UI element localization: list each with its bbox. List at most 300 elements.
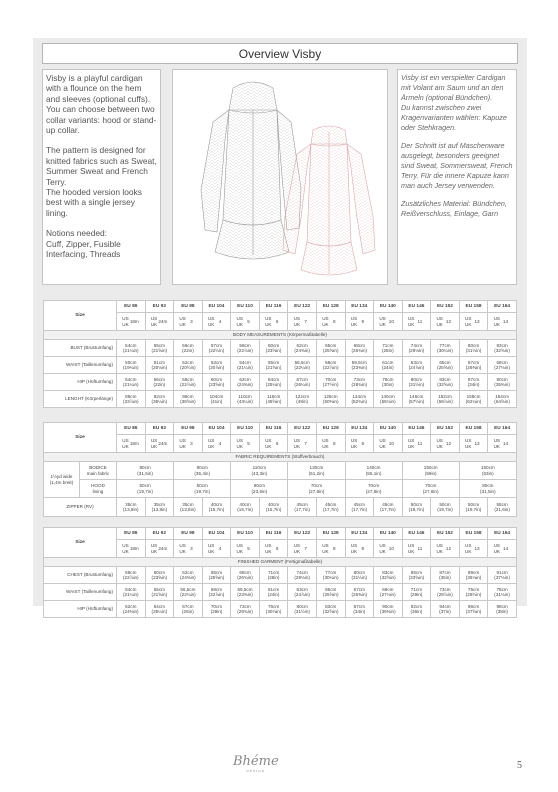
us-uk-value: 4 <box>218 440 222 446</box>
size-eu: EU 110 <box>231 301 260 313</box>
measurement-cell: 55cm (21⅝in) <box>259 357 288 374</box>
us-uk-label: US UK <box>465 543 472 554</box>
measurement-cell: 54cm (21¼in) <box>117 374 146 391</box>
measurement-cell: 80cm (31½in) <box>345 567 374 584</box>
us-uk-label: US UK <box>179 543 186 554</box>
measurement-cell: 122cm (48in) <box>288 391 317 408</box>
measurement-cell: 58cm (22⅞in) <box>117 567 146 584</box>
measurement-cell: 50cm (19,7in) <box>431 498 460 517</box>
body-measurements-table <box>43 300 517 408</box>
size-eu: EU 92 <box>145 301 174 313</box>
section-title: FABRIC REQUIREMENTS (Stoffverbrauch) <box>44 453 517 462</box>
us-uk-value: 3 <box>190 318 193 324</box>
table-row <box>44 391 517 408</box>
measurement-cell: 56cm (22in) <box>145 374 174 391</box>
intro-english <box>42 69 161 285</box>
us-uk-label: US UK <box>207 316 215 327</box>
measurement-cell: 90cm (35⅜in) <box>488 374 517 391</box>
size-us-uk <box>316 540 345 558</box>
table-row <box>44 567 517 584</box>
measurement-cell: 71cm (28in) <box>259 567 288 584</box>
fabric-requirements-table <box>43 422 517 517</box>
size-eu: EU 146 <box>402 301 431 313</box>
size-us-uk <box>345 435 374 453</box>
measurement-cell: 73cm (28¾in) <box>345 374 374 391</box>
us-uk-value: 8 <box>332 545 336 551</box>
measurement-cell: 50cm (19,7in) <box>174 480 231 498</box>
size-label: Size <box>44 528 117 558</box>
measurement-cell: 94cm (37in) <box>431 601 460 618</box>
size-eu: EU 98 <box>174 528 203 540</box>
measurement-cell: 70cm (27,6in) <box>345 480 402 498</box>
table-row <box>44 357 517 374</box>
measurement-cell: 68cm (26¾in) <box>231 567 260 584</box>
measurement-cell: 158cm (62¼in) <box>459 391 488 408</box>
measurement-cell: 110cm (43,3in) <box>231 462 288 480</box>
size-us-uk <box>459 313 488 331</box>
size-eu: EU 140 <box>374 528 403 540</box>
size-us-uk <box>145 540 174 558</box>
measurement-cell: 35cm (13,8in) <box>174 498 203 517</box>
page-title: Overview Visby <box>42 43 518 64</box>
measurement-cell: 61cm (24in) <box>374 357 403 374</box>
us-uk-label: US UK <box>407 438 415 449</box>
us-uk-label: US UK <box>350 316 358 327</box>
measurement-cell: 55cm (21⅝in) <box>145 584 174 601</box>
us-uk-label: US UK <box>436 316 443 327</box>
size-eu: EU 110 <box>231 423 260 435</box>
size-us-uk <box>231 540 260 558</box>
size-us-uk <box>145 435 174 453</box>
size-us-uk <box>402 540 431 558</box>
measurement-cell: 56cm (22in) <box>174 340 203 357</box>
us-uk-label: US UK <box>236 316 243 327</box>
size-us-uk <box>117 313 146 331</box>
size-eu: EU 164 <box>488 528 517 540</box>
measurement-cell: 74cm (29⅛in) <box>402 340 431 357</box>
row-label: BUST (Brustumfang) <box>44 340 117 357</box>
us-uk-label: US UK <box>207 543 215 554</box>
measurement-cell: 80cm (31½in) <box>402 374 431 391</box>
size-us-uk <box>117 540 146 558</box>
row-label: HIP (Hüftumfang) <box>44 601 117 618</box>
measurement-cell: 62cm (24⅜in) <box>231 374 260 391</box>
us-uk-label: US UK <box>436 438 443 449</box>
measurement-cell: 160cm (63in) <box>459 462 516 480</box>
size-eu: EU 152 <box>431 528 460 540</box>
size-eu: EU 104 <box>202 301 231 313</box>
measurement-cell: 130cm (51,2in) <box>288 462 345 480</box>
size-us-uk <box>459 540 488 558</box>
measurement-cell: 58cm (22⅞in) <box>316 357 345 374</box>
table-row <box>44 601 517 618</box>
measurement-cell: 74cm (29⅛in) <box>288 567 317 584</box>
measurement-cell: 50cm (19¾in) <box>117 357 146 374</box>
size-us-uk <box>374 435 403 453</box>
us-uk-label: US UK <box>293 438 301 449</box>
size-eu: EU 140 <box>374 301 403 313</box>
measurement-cell: 68cm (26¾in) <box>345 340 374 357</box>
finished-garment-table <box>43 527 517 618</box>
measurement-cell: 65cm (25⅝in) <box>431 357 460 374</box>
size-eu: EU 140 <box>374 423 403 435</box>
measurement-cell: 83cm (32⅝in) <box>488 340 517 357</box>
size-us-uk <box>431 313 460 331</box>
us-uk-value: 24m <box>158 545 168 551</box>
us-uk-label: US UK <box>293 316 301 327</box>
us-uk-label: US UK <box>265 438 272 449</box>
measurement-cell: 70cm (29in) <box>202 601 231 618</box>
measurement-cell: 52cm (20½in) <box>174 357 203 374</box>
size-us-uk <box>488 313 517 331</box>
size-header-row <box>44 423 517 435</box>
size-us-uk <box>174 435 203 453</box>
us-uk-label: US UK <box>407 316 415 327</box>
size-eu: EU 146 <box>402 423 431 435</box>
measurement-cell: 70cm (27½in) <box>316 374 345 391</box>
measurement-cell: 67cm (26in) <box>174 601 203 618</box>
measurement-cell: 35cm (13,8in) <box>117 498 146 517</box>
size-eu: EU 122 <box>288 528 317 540</box>
size-eu: EU 128 <box>316 423 345 435</box>
us-uk-value: 4 <box>218 318 222 324</box>
us-uk-label: US UK <box>465 438 472 449</box>
size-eu: EU 158 <box>459 423 488 435</box>
brand-subtitle: DESIGN <box>246 769 266 773</box>
us-uk-value: 10 <box>388 440 394 446</box>
measurement-cell: 80cm (31,5in) <box>459 480 516 498</box>
size-us-uk <box>374 540 403 558</box>
measurement-cell: 83cm (32⅝in) <box>316 601 345 618</box>
size-eu: EU 104 <box>202 528 231 540</box>
measurement-cell: 87cm (34in) <box>459 374 488 391</box>
measurement-cell: 59,5cm (23⅜in) <box>345 357 374 374</box>
us-uk-label: US UK <box>322 438 329 449</box>
measurement-cell: 56,5cm (22¼in) <box>288 357 317 374</box>
page-number: 5 <box>517 760 522 771</box>
section-row <box>44 558 517 567</box>
measurement-cell: 61cm (24in) <box>259 584 288 601</box>
row-label: WAIST (Taillenumfang) <box>44 584 117 601</box>
intro-paragraph-de: Visby ist ein verspielter Cardigan mit Volant am Saum und an den Ärmeln (optional Bündchen). Du kannst zwischen zwei Kragenvarianten wählen: Kapuze oder Stehkragen. <box>401 73 507 132</box>
measurement-cell: 104cm (41in) <box>202 391 231 408</box>
measurement-cell: 55cm (21,6in) <box>488 498 517 517</box>
measurement-cell: 45cm (17,7in) <box>288 498 317 517</box>
measurement-cell: 77cm (30¼in) <box>431 340 460 357</box>
measurement-cell: 76cm (30⅛in) <box>259 601 288 618</box>
us-uk-value: 8 <box>332 440 336 446</box>
measurement-cell: 65cm (25⅝in) <box>316 584 345 601</box>
us-uk-label: US UK <box>465 316 472 327</box>
measurement-cell: 64cm (25¼in) <box>145 601 174 618</box>
measurement-cell: 150cm (59in) <box>402 462 459 480</box>
size-us-uk <box>374 313 403 331</box>
table-row <box>44 462 517 480</box>
us-uk-label: US UK <box>207 438 215 449</box>
row-label: WAIST (Taillenumfang) <box>44 357 117 374</box>
measurement-cell: 76cm (30in) <box>374 374 403 391</box>
size-eu: EU 104 <box>202 423 231 435</box>
row-label: HOOD lining <box>80 480 117 498</box>
measurement-cell: 45cm (17,7in) <box>316 498 345 517</box>
measurement-cell: 58cm (22⅞in) <box>174 374 203 391</box>
measurement-cell: 87cm (34in) <box>345 601 374 618</box>
measurement-cell: 116cm (45⅝in) <box>259 391 288 408</box>
us-uk-label: US UK <box>379 543 386 554</box>
us-uk-label: US UK <box>379 316 386 327</box>
size-header-row <box>44 301 517 313</box>
size-us-uk <box>202 435 231 453</box>
measurement-cell: 78cm (31⅛in) <box>488 584 517 601</box>
measurement-cell: 56,5cm (22¼in) <box>174 584 203 601</box>
measurement-cell: 59,5cm (23⅜in) <box>231 584 260 601</box>
measurement-cell: 146cm (57½in) <box>402 391 431 408</box>
size-us-uk <box>259 435 288 453</box>
us-uk-label: US UK <box>493 438 500 449</box>
us-uk-value: 13 <box>474 440 480 446</box>
measurement-cell: 98cm (38in) <box>488 601 517 618</box>
table-row <box>44 584 517 601</box>
us-uk-label: US UK <box>350 543 358 554</box>
us-uk-value: 5 <box>247 440 250 446</box>
measurement-cell: 96cm (37⅝in) <box>459 601 488 618</box>
us-uk-value: 6 <box>275 545 279 551</box>
size-eu: EU 86 <box>117 301 146 313</box>
measurement-cell: 67cm (26⅜in) <box>345 584 374 601</box>
measurement-cell: 80cm (31½in) <box>459 340 488 357</box>
measurement-cell: 134cm (52¾in) <box>345 391 374 408</box>
measurement-cell: 53cm (20⅞in) <box>202 357 231 374</box>
us-uk-value: 18m <box>129 545 139 551</box>
size-eu: EU 122 <box>288 301 317 313</box>
us-uk-label: US UK <box>236 543 243 554</box>
us-uk-value: 5 <box>247 318 250 324</box>
size-eu: EU 146 <box>402 528 431 540</box>
us-uk-value: 7 <box>304 440 307 446</box>
size-header-row <box>44 528 517 540</box>
us-uk-label: US UK <box>379 438 386 449</box>
measurement-cell: 40cm (15,7in) <box>231 498 260 517</box>
measurement-cell: 140cm (55,1in) <box>345 462 402 480</box>
intro-paragraph-de: Der Schnitt ist auf Maschenware ausgelegt, besonders geeignet sind Sweat, Sommersweat, French Terry. Für die innere Kapuze kann man auch Jersey verwenden. <box>401 141 513 190</box>
us-uk-label: US UK <box>436 543 443 554</box>
measurement-cell: 98cm (38⅝in) <box>174 391 203 408</box>
us-uk-label: US UK <box>179 316 186 327</box>
us-uk-value: 11 <box>417 318 423 324</box>
us-uk-value: 18m <box>129 440 139 446</box>
intro-paragraph: The pattern is designed for knitted fabrics such as Sweat, Summer Sweat and French Terry. The hooded version looks best with a single jersey lining. <box>46 145 157 218</box>
us-uk-label: US UK <box>122 438 129 449</box>
size-eu: EU 92 <box>145 423 174 435</box>
measurement-cell: 69cm (27⅛in) <box>488 357 517 374</box>
size-us-uk <box>431 540 460 558</box>
size-us-uk <box>316 313 345 331</box>
measurement-cell: 73cm (28¾in) <box>231 601 260 618</box>
us-uk-value: 5 <box>247 545 250 551</box>
section-title: FINISHED GARMENT (Fertigmaßtabelle) <box>44 558 517 567</box>
measurement-cell: 50cm (19,7in) <box>402 498 431 517</box>
measurement-cell: 45cm (17,7in) <box>345 498 374 517</box>
us-uk-value: 9 <box>361 318 365 324</box>
size-us-uk <box>459 435 488 453</box>
size-us-uk <box>488 540 517 558</box>
table-row <box>44 480 517 498</box>
us-uk-value: 6 <box>275 318 279 324</box>
measurement-cell: 35cm (13,8in) <box>145 498 174 517</box>
us-uk-label: US UK <box>236 438 243 449</box>
measurement-cell: 83cm (32⅝in) <box>431 374 460 391</box>
measurement-cell: 83cm (32⅝in) <box>374 567 403 584</box>
us-uk-label: US UK <box>350 438 358 449</box>
us-uk-label: US UK <box>265 316 272 327</box>
measurement-cell: 54cm (21¼in) <box>117 584 146 601</box>
measurement-cell: 60cm (23⅝in) <box>202 374 231 391</box>
size-eu: EU 92 <box>145 528 174 540</box>
measurement-cell: 50cm (19,7in) <box>117 480 174 498</box>
us-uk-value: 10 <box>388 545 394 551</box>
measurement-cell: 71cm (28in) <box>374 340 403 357</box>
row-label: BODICE main fabric <box>80 462 117 480</box>
measurement-cell: 80cm (31,5in) <box>117 462 174 480</box>
size-us-uk <box>402 313 431 331</box>
size-eu: EU 152 <box>431 301 460 313</box>
measurement-cell: 71cm (29in) <box>402 584 431 601</box>
measurement-cell: 63cm (24⅞in) <box>288 584 317 601</box>
section-row <box>44 331 517 340</box>
size-eu: EU 164 <box>488 301 517 313</box>
measurement-cell: 63cm (24⅞in) <box>402 357 431 374</box>
size-eu: EU 152 <box>431 423 460 435</box>
size-us-uk <box>174 540 203 558</box>
us-uk-label: US UK <box>493 543 500 554</box>
measurement-cell: 65cm (25⅝in) <box>202 567 231 584</box>
size-us-uk <box>288 540 317 558</box>
measurement-cell: 92cm (36in) <box>402 601 431 618</box>
size-eu: EU 134 <box>345 301 374 313</box>
table-row <box>44 374 517 391</box>
size-us-uk <box>259 313 288 331</box>
measurement-cell: 85cm (33⅝in) <box>402 567 431 584</box>
us-uk-value: 12 <box>445 545 452 551</box>
section-title: BODY MEASUREMENTS (Körpermaßtabelle) <box>44 331 517 340</box>
intro-paragraph-de: Zusätzliches Material: Bündchen, Reißverschluss, Einlage, Garn <box>401 199 507 218</box>
size-eu: EU 116 <box>259 528 288 540</box>
us-uk-label: US UK <box>150 543 158 554</box>
measurement-cell: 60cm (23⅝in) <box>145 567 174 584</box>
intro-paragraph: Notions needed: Cuff, Zipper, Fusible Interfacing, Threads <box>46 228 121 260</box>
size-eu: EU 122 <box>288 423 317 435</box>
size-us-uk <box>202 313 231 331</box>
measurement-cell: 152cm (59⅞in) <box>431 391 460 408</box>
size-eu: EU 116 <box>259 423 288 435</box>
us-uk-value: 12 <box>445 440 452 446</box>
measurement-cell: 90cm (35⅜in) <box>374 601 403 618</box>
size-us-uk <box>288 313 317 331</box>
us-uk-value: 8 <box>332 318 336 324</box>
measurement-cell: 40cm (15,7in) <box>259 498 288 517</box>
intro-paragraph: Visby is a playful cardigan with a flounce on the hem and sleeves (optional cuffs). You can choose between two collar variants: hood or stand-up collar. <box>46 73 157 136</box>
us-uk-label: US UK <box>493 316 500 327</box>
us-uk-value: 3 <box>190 440 193 446</box>
size-us-uk <box>345 313 374 331</box>
us-uk-label: US UK <box>293 543 301 554</box>
measurement-cell: 54cm (21¼in) <box>117 340 146 357</box>
fabric-width-label: 1½yd wide (1,4m breit) <box>44 462 80 498</box>
size-us-uk <box>345 540 374 558</box>
measurement-cell: 60cm (23,6in) <box>231 480 288 498</box>
row-label: HIP (Hüftumfang) <box>44 374 117 391</box>
measurement-cell: 62cm (24⅜in) <box>174 567 203 584</box>
measurement-cell: 70cm (27,6in) <box>288 480 345 498</box>
us-uk-value: 6 <box>275 440 279 446</box>
size-eu: EU 128 <box>316 528 345 540</box>
measurement-cell: 92cm (36¼in) <box>145 391 174 408</box>
measurement-cell: 62cm (24⅜in) <box>288 340 317 357</box>
size-us-uk <box>145 313 174 331</box>
size-eu: EU 86 <box>117 423 146 435</box>
us-uk-value: 10 <box>388 318 394 324</box>
size-eu: EU 134 <box>345 528 374 540</box>
measurement-cell: 67cm (26¼in) <box>288 374 317 391</box>
measurement-cell: 62cm (24⅜in) <box>117 601 146 618</box>
us-uk-label: US UK <box>122 316 129 327</box>
brand-logo <box>233 754 279 773</box>
measurement-cell: 64cm (25¼in) <box>259 374 288 391</box>
size-us-uk <box>316 435 345 453</box>
measurement-cell: 40cm (15,7in) <box>202 498 231 517</box>
measurement-cell: 45cm (17,7in) <box>374 498 403 517</box>
measurement-cell: 65cm (25⅝in) <box>316 340 345 357</box>
size-eu: EU 116 <box>259 301 288 313</box>
cardigan-sketch <box>173 70 387 284</box>
us-uk-value: 11 <box>417 440 423 446</box>
size-us-uk <box>231 313 260 331</box>
measurement-cell: 60cm (23⅝in) <box>259 340 288 357</box>
row-label: CHEST (Brustumfang) <box>44 567 117 584</box>
us-uk-label: US UK <box>150 316 158 327</box>
measurement-cell: 110cm (43¼in) <box>231 391 260 408</box>
measurement-cell: 58cm (22⅞in) <box>202 584 231 601</box>
us-uk-value: 12 <box>445 318 452 324</box>
measurement-cell: 75cm (29½in) <box>459 584 488 601</box>
measurement-cell: 50cm (19,7in) <box>459 498 488 517</box>
size-us-uk <box>431 435 460 453</box>
brand-name: Bhéme <box>233 754 279 769</box>
measurement-cell: 77cm (30¼in) <box>316 567 345 584</box>
measurement-cell: 55cm (21⅝in) <box>145 340 174 357</box>
size-eu: EU 98 <box>174 423 203 435</box>
measurement-cell: 140cm (55⅛in) <box>374 391 403 408</box>
size-us-uk <box>231 435 260 453</box>
measurement-cell: 73cm (28⅞in) <box>431 584 460 601</box>
us-uk-value: 11 <box>417 545 423 551</box>
measurement-cell: 57cm (22½in) <box>202 340 231 357</box>
size-eu: EU 128 <box>316 301 345 313</box>
us-uk-label: US UK <box>122 543 129 554</box>
size-eu: EU 98 <box>174 301 203 313</box>
size-eu: EU 110 <box>231 528 260 540</box>
measurement-cell: 91cm (37⅛in) <box>488 567 517 584</box>
us-uk-value: 9 <box>361 545 365 551</box>
us-uk-label: US UK <box>150 438 158 449</box>
table-row <box>44 340 517 357</box>
intro-german <box>397 69 517 285</box>
measurement-cell: 164cm (64⅝in) <box>488 391 517 408</box>
size-us-uk <box>259 540 288 558</box>
section-row <box>44 453 517 462</box>
us-uk-value: 9 <box>361 440 365 446</box>
size-us-uk <box>174 313 203 331</box>
